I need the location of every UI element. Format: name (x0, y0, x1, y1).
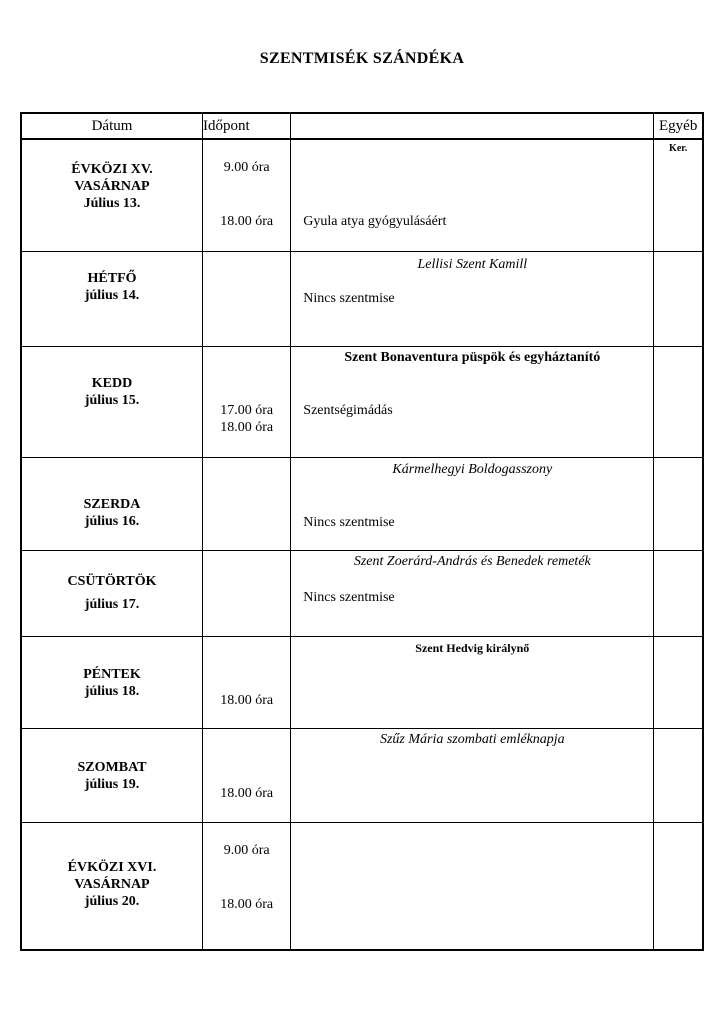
other-note: Ker. (669, 143, 688, 154)
table-row (21, 729, 703, 823)
day-name: SZERDA (83, 497, 141, 512)
feast-name: Kármelhegyi Boldogasszony (392, 462, 553, 477)
feast-name: Szűz Mária szombati emléknapja (379, 732, 565, 747)
mass-intention: Nincs szentmise (303, 291, 395, 306)
day-name: SZOMBAT (77, 760, 147, 775)
table-row (21, 823, 703, 951)
mass-time: 18.00 óra (220, 693, 274, 708)
day-name: ÉVKÖZI XV. (71, 162, 153, 177)
table-row (21, 139, 703, 252)
feast-name: Lellisi Szent Kamill (417, 257, 528, 272)
table-row (21, 458, 703, 551)
mass-time: 18.00 óra (220, 420, 274, 435)
day-name: PÉNTEK (83, 667, 141, 682)
header-time: Időpont (203, 113, 291, 139)
mass-intention: Nincs szentmise (303, 590, 395, 605)
day-date: július 18. (84, 684, 140, 699)
day-date: július 20. (84, 894, 140, 909)
day-name: VASÁRNAP (74, 877, 150, 892)
table-row (21, 347, 703, 458)
header-other: Egyéb (654, 113, 703, 139)
mass-time: 18.00 óra (220, 786, 274, 801)
day-name: KEDD (91, 376, 133, 391)
day-name: HÉTFŐ (87, 271, 137, 286)
mass-time: 18.00 óra (220, 214, 274, 229)
mass-time: 18.00 óra (220, 897, 274, 912)
day-date: július 17. (84, 597, 140, 612)
mass-time: 9.00 óra (223, 843, 270, 858)
day-date: július 16. (84, 514, 140, 529)
feast-name: Szent Hedvig királynő (415, 641, 530, 655)
day-date: július 15. (84, 393, 140, 408)
day-name: ÉVKÖZI XVI. (67, 860, 157, 875)
day-date: Július 13. (83, 196, 141, 211)
mass-time: 9.00 óra (223, 160, 270, 175)
table-row (21, 551, 703, 637)
page-title: SZENTMISÉK SZÁNDÉKA (259, 50, 465, 67)
day-date: július 19. (84, 777, 140, 792)
table-header-row (21, 113, 703, 139)
mass-intention: Gyula atya gyógyulásáért (303, 214, 447, 229)
header-date: Dátum (21, 113, 203, 139)
mass-schedule-table (20, 112, 704, 951)
day-name: CSÜTÖRTÖK (67, 574, 157, 589)
mass-intention: Szentségimádás (303, 403, 393, 418)
day-name: VASÁRNAP (74, 179, 150, 194)
feast-name: Szent Bonaventura püspök és egyháztanító (344, 350, 601, 365)
table-row (21, 637, 703, 729)
feast-name: Szent Zoerárd-András és Benedek remeték (353, 554, 591, 569)
table-row (21, 252, 703, 347)
mass-time: 17.00 óra (220, 403, 274, 418)
day-date: július 14. (84, 288, 140, 303)
mass-intention: Nincs szentmise (303, 515, 395, 530)
header-intention (291, 113, 654, 139)
